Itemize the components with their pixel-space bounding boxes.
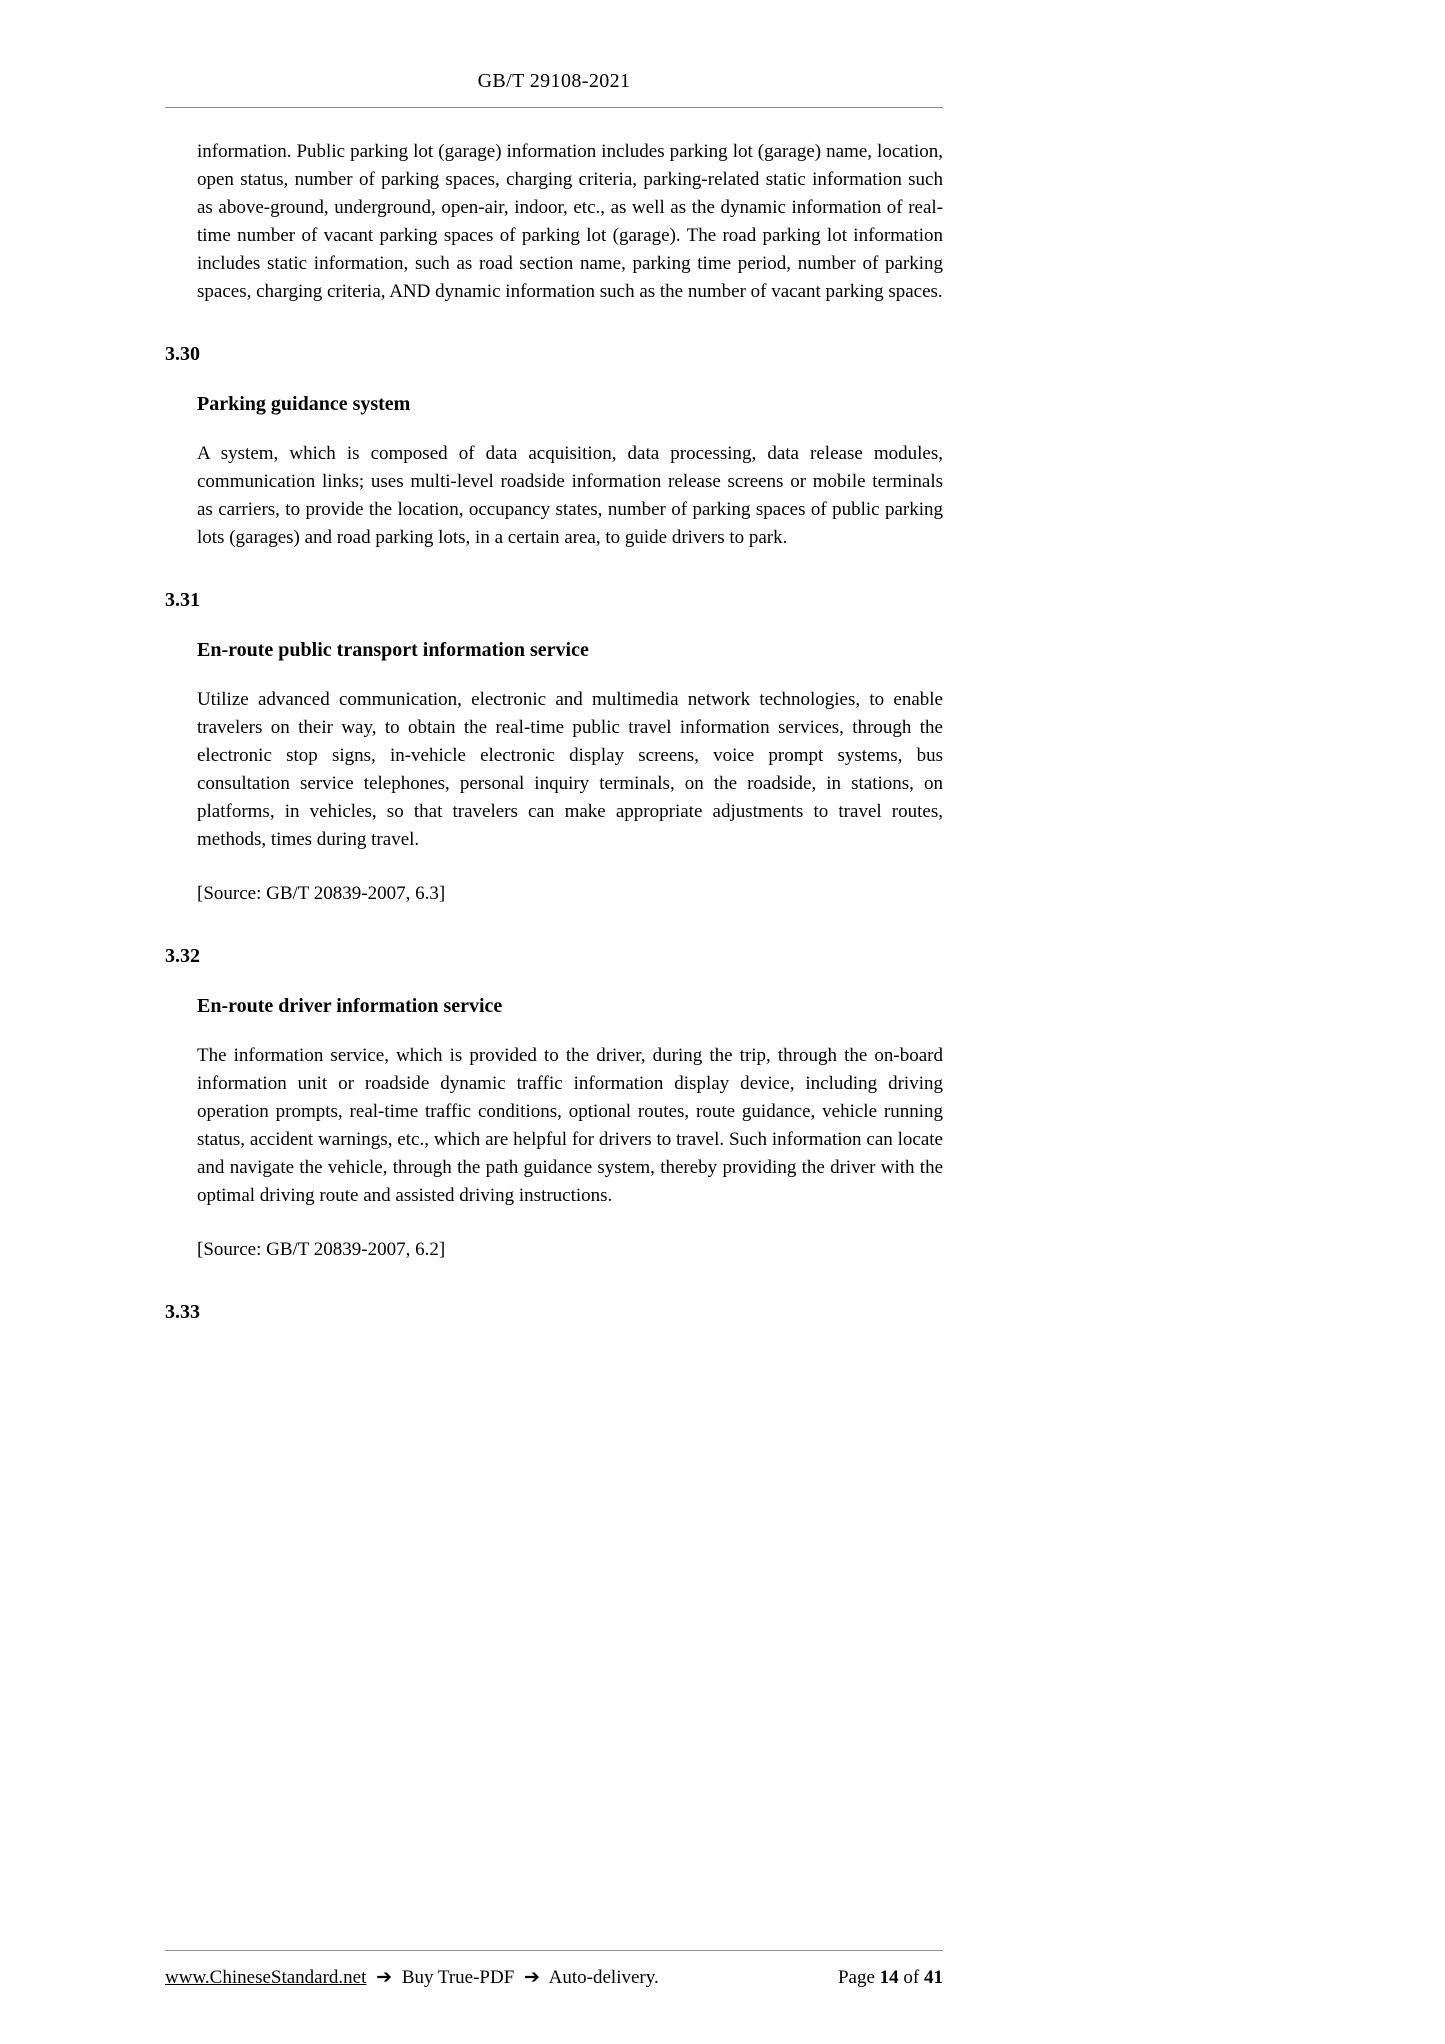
section-number: 3.30 (165, 343, 200, 365)
footer-buy-text: Buy True-PDF (401, 1967, 515, 1988)
section-body: Utilize advanced communication, electronic and multimedia network technologies, to enable travelers on their way, to obtain the real-time public travel information services, through the electronic stop signs, in-vehicle electronic display screens, voice prompt systems, bus consultation service telephones, personal inquiry terminals, on the roadside, in stations, on platforms, in vehicles, so that travelers can make appropriate adjustments to travel routes, methods, times during travel. (197, 689, 943, 850)
section-body: The information service, which is provided to the driver, during the trip, through the on-board information unit or roadside dynamic traffic information display device, including driving operation prompts, real-time traffic conditions, optional routes, route guidance, vehicle running status, accident warnings, etc., which are helpful for drivers to travel. Such information can locate and navigate the vehicle, through the path guidance system, thereby providing the driver with the optimal driving route and assisted driving instructions. (197, 1045, 943, 1206)
page-total: 41 (924, 1967, 943, 1988)
footer-divider (165, 1950, 943, 1951)
arrow-icon: ➔ (376, 1967, 393, 1988)
chinesestandard-link[interactable]: www.ChineseStandard.net (165, 1967, 367, 1988)
intro-paragraph: information. Public parking lot (garage) information includes parking lot (garage) name, location, open status, number of parking spaces, charging criteria, parking-related static information such as above-ground, underground, open-air, indoor, etc., as well as the dynamic information of real-time number of vacant parking spaces of parking lot (garage). The road parking lot information includes static information, such as road section name, parking time period, number of parking spaces, charging criteria, AND dynamic information such as the number of vacant parking spaces. (197, 141, 943, 302)
of-label: of (903, 1967, 920, 1988)
arrow-icon: ➔ (524, 1967, 540, 1988)
section-3-30 (165, 340, 943, 552)
source-reference: [Source: GB/T 20839-2007, 6.3] (197, 883, 446, 904)
page-number: 14 (879, 1967, 899, 1988)
source-reference: [Source: GB/T 20839-2007, 6.2] (197, 1239, 446, 1260)
header-divider (165, 107, 943, 108)
section-number: 3.31 (165, 589, 200, 611)
page-header (165, 0, 943, 108)
document-code: GB/T 29108-2021 (477, 70, 631, 92)
section-body: A system, which is composed of data acquisition, data processing, data release modules, communication links; uses multi-level roadside information release screens or mobile terminals as carriers, to provide the location, occupancy states, number of parking spaces of public parking lots (garages) and road parking lots, in a certain area, to guide drivers to park. (197, 443, 943, 548)
section-heading: Parking guidance system (197, 393, 411, 415)
section-3-32 (165, 942, 943, 1264)
section-3-33 (165, 1298, 943, 1326)
section-heading: En-route public transport information service (197, 639, 589, 661)
footer-row (165, 1966, 943, 1989)
page-content (165, 0, 943, 1326)
section-3-31 (165, 586, 943, 908)
page-footer (165, 1950, 943, 1989)
section-heading: En-route driver information service (197, 995, 503, 1017)
footer-promo (165, 1966, 659, 1989)
section-number: 3.33 (165, 1301, 200, 1323)
section-number: 3.32 (165, 945, 200, 967)
page-label: Page (837, 1967, 875, 1988)
page-indicator (838, 1967, 943, 1989)
footer-delivery-text: Auto-delivery. (548, 1967, 659, 1988)
